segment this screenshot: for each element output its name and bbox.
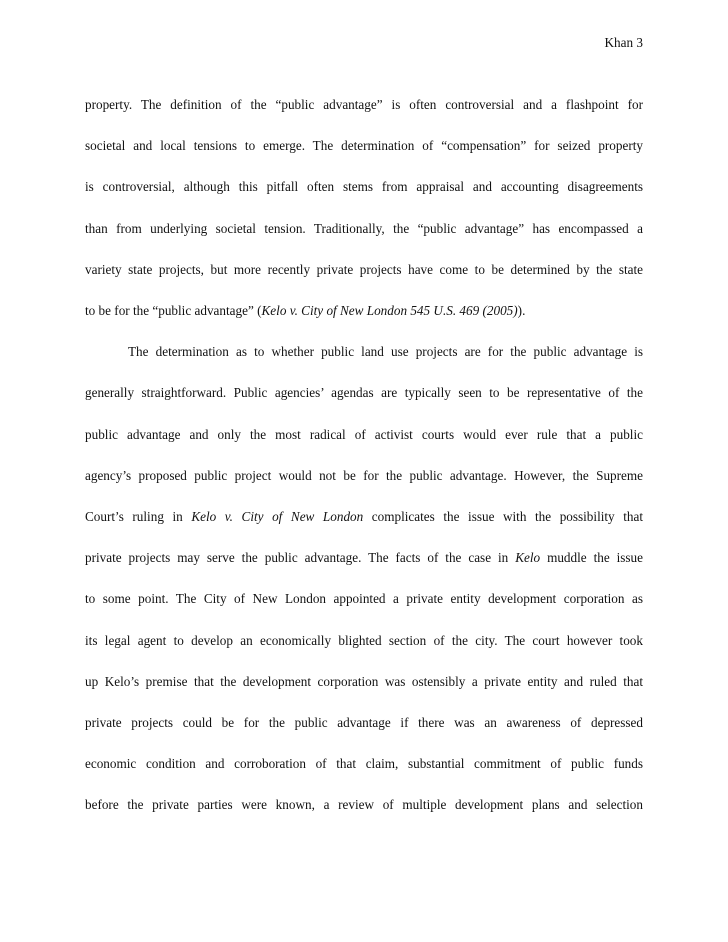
text-run: is controversial, although this pitfall often stems from appraisal and accounting disagreements <box>85 179 643 195</box>
text-run: ). <box>517 303 526 318</box>
text-line <box>85 177 643 197</box>
italic-citation: Kelo v. City of New London <box>191 509 364 524</box>
text-line <box>85 631 643 651</box>
text-run: private projects could be for the public advantage if there was an awareness of depressed <box>85 715 643 730</box>
text-run: to be for the “public advantage” ( <box>85 303 262 318</box>
text-run: societal and local tensions to emerge. The determination of “compensation” for seized property <box>85 138 643 154</box>
text-run: The determination as to whether public land use projects are for the public advantage is <box>128 344 643 360</box>
text-run: property. The definition of the “public advantage” is often controversial and a flashpoint for <box>85 97 643 112</box>
text-run: to some point. The City of New London appointed a private entity development corporation as <box>85 591 643 607</box>
text-line <box>85 548 643 568</box>
text-run: public advantage and only the most radical of activist courts would ever rule that a public <box>85 426 643 442</box>
text-line <box>85 713 643 733</box>
text-run: agency’s proposed public project would not be for the public advantage. However, the Supreme <box>85 467 643 483</box>
text-run: muddle the issue <box>540 550 643 566</box>
text-line <box>128 342 643 362</box>
text-line <box>85 672 643 692</box>
text-line <box>85 507 643 527</box>
text-run: than from underlying societal tension. Traditionally, the “public advantage” has encompassed a <box>85 220 643 236</box>
text-line <box>85 95 643 115</box>
text-line <box>85 301 643 321</box>
text-run: Court’s ruling in <box>85 509 192 524</box>
text-run: up Kelo’s premise that the development corporation was ostensibly a private entity and ruled that <box>85 673 643 689</box>
italic-citation: Kelo <box>515 550 541 566</box>
running-head: Khan 3 <box>604 35 643 50</box>
italic-citation: Kelo v. City of New London 545 U.S. 469 (2005) <box>261 303 518 318</box>
text-run: its legal agent to develop an economically blighted section of the city. The court however took <box>85 632 643 648</box>
text-line <box>85 136 643 156</box>
text-run: complicates the issue with the possibility that <box>363 509 643 524</box>
text-run: variety state projects, but more recently private projects have come to be determined by the state <box>85 261 643 277</box>
text-run: before the private parties were known, a review of multiple development plans and selection <box>85 797 643 813</box>
text-line <box>85 795 643 815</box>
text-line <box>85 260 643 280</box>
text-line <box>85 589 643 609</box>
text-line <box>85 466 643 486</box>
text-line <box>85 754 643 774</box>
text-run: generally straightforward. Public agencies’ agendas are typically seen to be representative of the <box>85 385 643 401</box>
text-run: economic condition and corroboration of that claim, substantial commitment of public funds <box>85 756 643 772</box>
text-line <box>85 383 643 403</box>
text-run: private projects may serve the public advantage. The facts of the case in <box>85 550 516 566</box>
text-line <box>85 219 643 239</box>
text-line <box>85 425 643 445</box>
